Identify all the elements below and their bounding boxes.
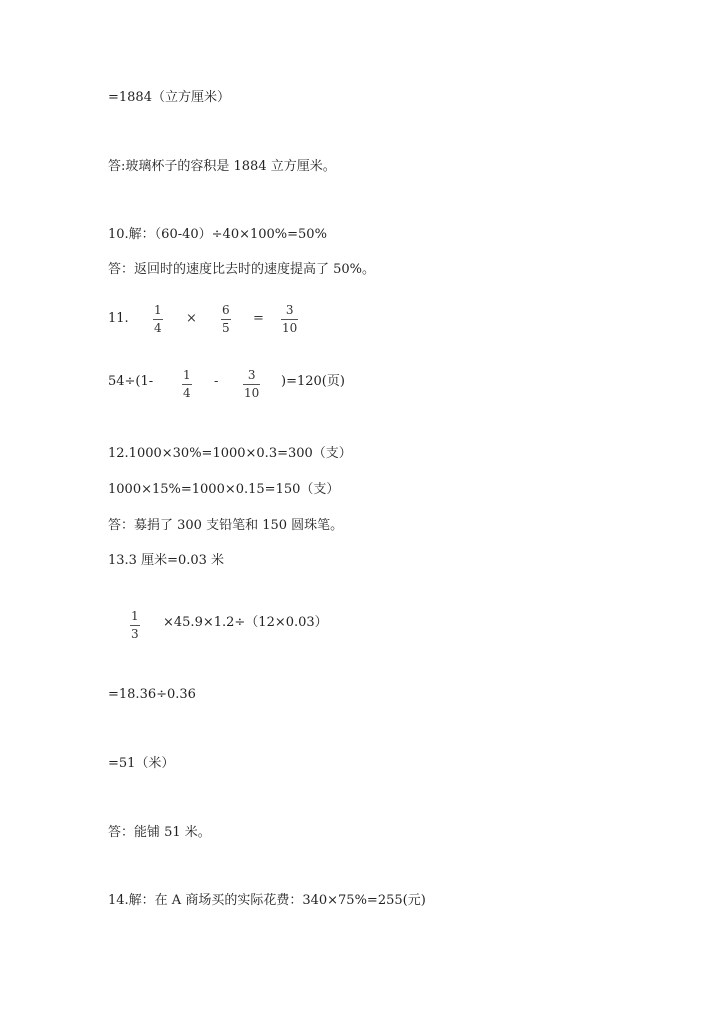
pages-fraction-2	[243, 369, 260, 400]
fraction-bar	[281, 319, 298, 320]
fraction-denominator: 3	[131, 627, 139, 641]
answer-line-q10-solution: 10.解：（60-40）÷40×100%=50%	[108, 227, 327, 242]
q11-times-sign: ×	[186, 311, 197, 326]
fraction-numerator: 3	[247, 368, 256, 382]
pages-equation-prefix: 54÷(1-	[108, 374, 154, 389]
fraction-bar	[182, 384, 192, 385]
fraction-numerator: 1	[131, 609, 139, 623]
answer-line-q12-pencils: 12.1000×30%=1000×0.3=300（支）	[108, 446, 352, 461]
pages-fraction-1	[182, 369, 192, 400]
fraction-denominator: 10	[244, 386, 260, 400]
pages-equation-suffix: )=120(页)	[281, 374, 345, 389]
q13-fraction	[130, 610, 140, 641]
fraction-denominator: 4	[154, 321, 162, 335]
fraction-bar	[130, 625, 140, 626]
q11-fraction-2	[221, 304, 231, 335]
answer-line-volume-conclusion: 答:玻璃杯子的容积是 1884 立方厘米。	[108, 159, 336, 174]
q11-fraction-3	[281, 304, 298, 335]
fraction-denominator: 4	[183, 386, 191, 400]
answer-line-volume-result: =1884（立方厘米）	[108, 90, 230, 105]
fraction-denominator: 5	[222, 321, 230, 335]
fraction-numerator: 1	[154, 303, 162, 317]
fraction-numerator: 6	[222, 303, 230, 317]
answer-line-q12-conclusion: 答：募捐了 300 支铅笔和 150 圆珠笔。	[108, 518, 344, 533]
q11-label: 11.	[108, 311, 129, 326]
answer-line-q13-conclusion: 答：能铺 51 米。	[108, 825, 211, 840]
answer-line-q13-result: =51（米）	[108, 756, 175, 771]
fraction-bar	[243, 384, 260, 385]
pages-minus-sign: -	[214, 374, 219, 389]
fraction-bar	[153, 319, 163, 320]
fraction-numerator: 1	[183, 368, 191, 382]
q11-equals-sign: =	[253, 311, 264, 326]
fraction-bar	[221, 319, 231, 320]
answer-line-q14-solution: 14.解：在 A 商场买的实际花费：340×75%=255(元)	[108, 893, 426, 908]
answer-line-q10-conclusion: 答：返回时的速度比去时的速度提高了 50%。	[108, 262, 376, 277]
q13-expression: ×45.9×1.2÷（12×0.03）	[163, 615, 328, 630]
answer-line-q12-pens: 1000×15%=1000×0.15=150（支）	[108, 482, 340, 497]
q11-fraction-1	[153, 304, 163, 335]
answer-line-q13-step: =18.36÷0.36	[108, 687, 196, 702]
answer-line-q13-conversion: 13.3 厘米=0.03 米	[108, 553, 225, 568]
fraction-denominator: 10	[282, 321, 298, 335]
fraction-numerator: 3	[285, 303, 294, 317]
